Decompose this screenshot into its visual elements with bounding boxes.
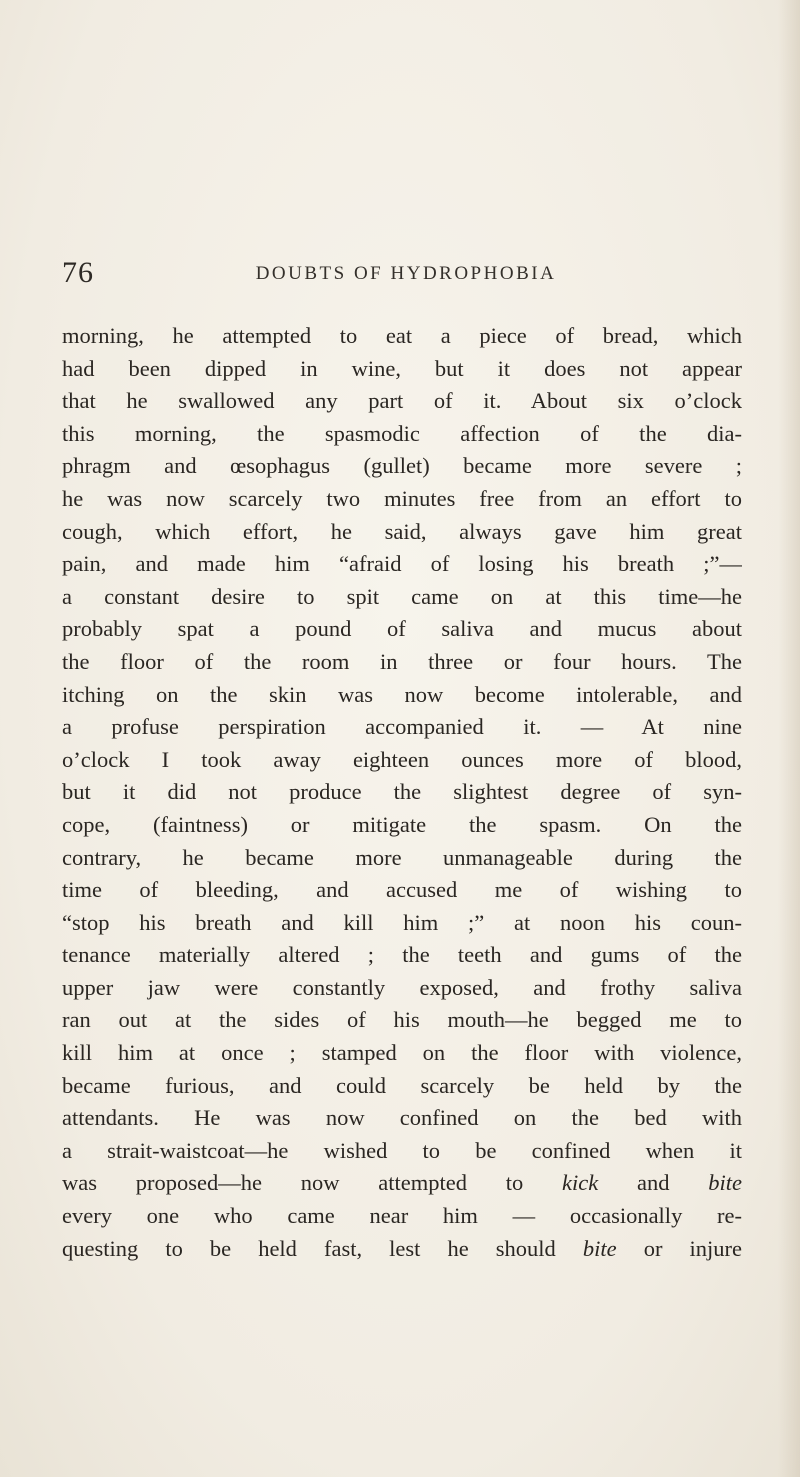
text-line-with-italics [62,1167,742,1200]
italic-word: kick [562,1170,599,1196]
text-line: a profuse perspiration accompanied it. — At nine [62,714,742,740]
page-header [62,255,742,295]
text-line: a strait-waistcoat—he wished to be confined when it [62,1137,742,1163]
text-line: upper jaw were constantly exposed, and frothy saliva [62,974,742,1000]
text-line: this morning, the spasmodic affection of the dia- [62,420,742,446]
text-line: cough, which effort, he said, always gave him great [62,518,742,544]
running-head: DOUBTS OF HYDROPHOBIA [255,263,557,284]
body-text [62,320,742,1265]
text-line: phragm and œsophagus (gullet) became more severe ; [62,453,742,479]
text-line: a constant desire to spit came on at this time—he [62,583,742,609]
text-line: itching on the skin was now become intolerable, and [62,681,742,707]
text-line: tenance materially altered ; the teeth and gums of the [62,942,742,968]
italic-word: bite [582,1235,617,1261]
text-line: time of bleeding, and accused me of wishing to [62,877,742,903]
text-line: attendants. He was now confined on the bed with [62,1105,742,1131]
text-run: questing to be held fast, lest he should [62,1235,583,1261]
text-line: the floor of the room in three or four hours. The [62,648,742,674]
text-line: o’clock I took away eighteen ounces more of blood, [62,746,742,772]
text-run: was proposed—he now attempted to [62,1170,562,1196]
text-line: kill him at once ; stamped on the floor with violence, [62,1040,742,1066]
text-line: morning, he attempted to eat a piece of bread, which [62,323,742,348]
text-line: cope, (faintness) or mitigate the spasm. On the [62,811,742,837]
page-edge-shadow [778,0,800,1477]
italic-word: bite [708,1170,742,1196]
text-line: ran out at the sides of his mouth—he begged me to [62,1007,742,1033]
text-run: and [598,1170,709,1196]
text-line: pain, and made him “afraid of losing his breath ;”— [62,551,742,577]
text-line: “stop his breath and kill him ;” at noon his coun- [62,909,742,935]
text-line: contrary, he became more unmanageable during the [62,844,742,870]
text-line: every one who came near him — occasionally re- [62,1203,742,1229]
page-number: 76 [62,256,94,289]
text-line-with-italics [62,1233,742,1266]
text-line: probably spat a pound of saliva and mucus about [62,616,742,642]
text-line: but it did not produce the slightest degree of syn- [62,779,742,805]
text-line: became furious, and could scarcely be held by the [62,1072,742,1098]
text-line: had been dipped in wine, but it does not appear [62,355,742,381]
text-run: or injure [616,1235,742,1261]
text-line: he was now scarcely two minutes free from an effort to [62,485,742,511]
text-line: that he swallowed any part of it. About six o’clock [62,388,742,414]
